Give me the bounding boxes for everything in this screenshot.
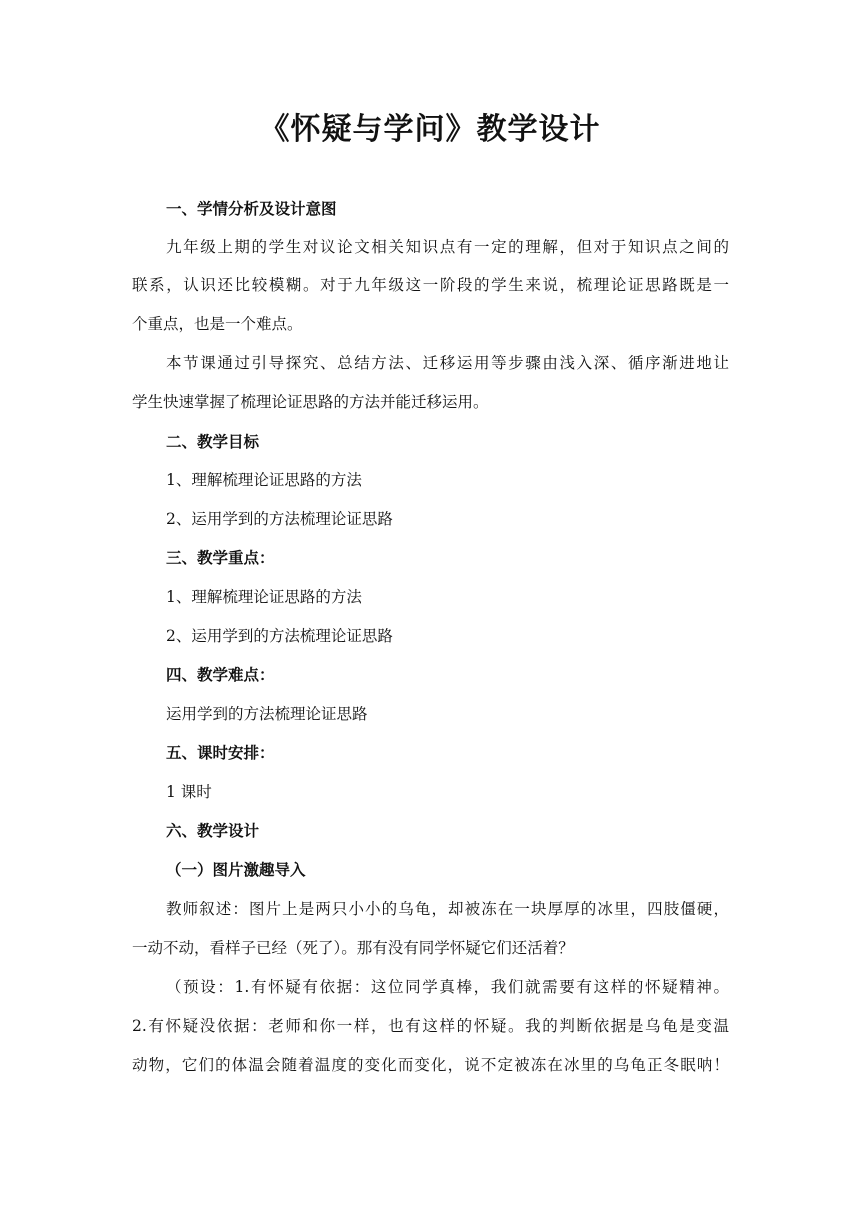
paragraph-line: 教师叙述：图片上是两只小小的乌龟，却被冻在一块厚厚的冰里，四肢僵硬， — [166, 900, 729, 918]
list-item: 1、理解梳理论证思路的方法 — [166, 588, 362, 606]
section-heading-schedule: 五、课时安排： — [166, 744, 275, 762]
paragraph-line: 学生快速掌握了梳理论证思路的方法并能迁移运用。 — [132, 393, 489, 411]
list-item: 运用学到的方法梳理论证思路 — [166, 705, 368, 723]
subsection-heading: （一）图片激趣导入 — [166, 861, 306, 879]
paragraph-line: （预设：1.有怀疑有依据：这位同学真棒，我们就需要有这样的怀疑精神。 — [166, 978, 729, 996]
document-title: 《怀疑与学问》教学设计 — [259, 112, 601, 147]
paragraph-line: 一动不动，看样子已经（死了）。那有没有同学怀疑它们还活着？ — [132, 939, 574, 957]
list-item: 2、运用学到的方法梳理论证思路 — [166, 627, 393, 645]
list-item: 1 课时 — [166, 783, 212, 801]
paragraph-line: 九年级上期的学生对议论文相关知识点有一定的理解，但对于知识点之间的 — [166, 238, 729, 256]
section-heading-difficulties: 四、教学难点： — [166, 666, 275, 684]
paragraph-line: 个重点，也是一个难点。 — [132, 315, 303, 333]
section-heading-analysis: 一、学情分析及设计意图 — [166, 200, 337, 218]
section-heading-key-points: 三、教学重点： — [166, 549, 275, 567]
paragraph-line: 联系，认识还比较模糊。对于九年级这一阶段的学生来说，梳理论证思路既是一 — [132, 276, 729, 294]
list-item: 2、运用学到的方法梳理论证思路 — [166, 510, 393, 528]
section-heading-design: 六、教学设计 — [166, 822, 260, 840]
list-item: 1、理解梳理论证思路的方法 — [166, 471, 362, 489]
paragraph-line: 动物，它们的体温会随着温度的变化而变化，说不定被冻在冰里的乌龟正冬眠呐！ — [132, 1056, 729, 1074]
paragraph-line: 本节课通过引导探究、总结方法、迁移运用等步骤由浅入深、循序渐进地让 — [166, 354, 729, 372]
paragraph-line: 2.有怀疑没依据：老师和你一样，也有这样的怀疑。我的判断依据是乌龟是变温 — [132, 1017, 729, 1035]
section-heading-objectives: 二、教学目标 — [166, 433, 260, 451]
